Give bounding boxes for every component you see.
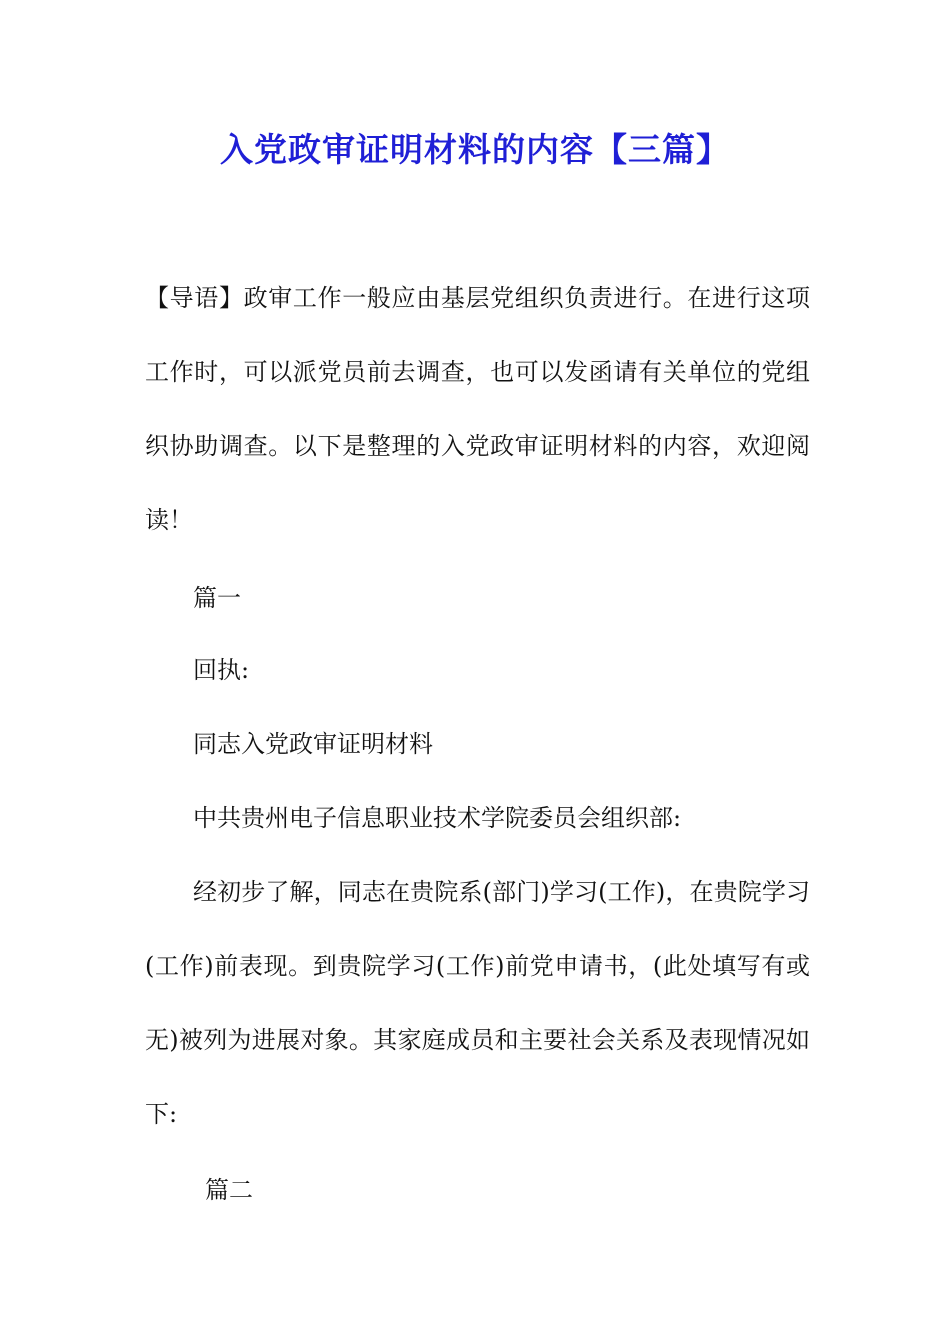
intro-paragraph: 【导语】政审工作一般应由基层党组织负责进行。在进行这项工作时，可以派党员前去调查，也可以发函请有关单位的党组织协助调查。以下是整理的入党政审证明材料的内容，欢迎阅读！ [145, 284, 810, 534]
material-title: 同志入党政审证明材料 [193, 730, 433, 758]
receipt-label: 回执: [193, 656, 250, 684]
body-paragraph: 经初步了解，同志在贵院系(部门)学习(工作)，在贵院学习(工作)前表现。到贵院学习(工作)前党申请书，(此处填写有或无)被列为进展对象。其家庭成员和主要社会关系及表现情况如下: [145, 878, 810, 1128]
section-one-heading: 篇一 [193, 584, 241, 612]
document-title: 入党政审证明材料的内容【三篇】 [220, 130, 730, 169]
addressee-line: 中共贵州电子信息职业技术学院委员会组织部: [193, 804, 682, 832]
section-two-heading: 篇二 [205, 1176, 253, 1204]
